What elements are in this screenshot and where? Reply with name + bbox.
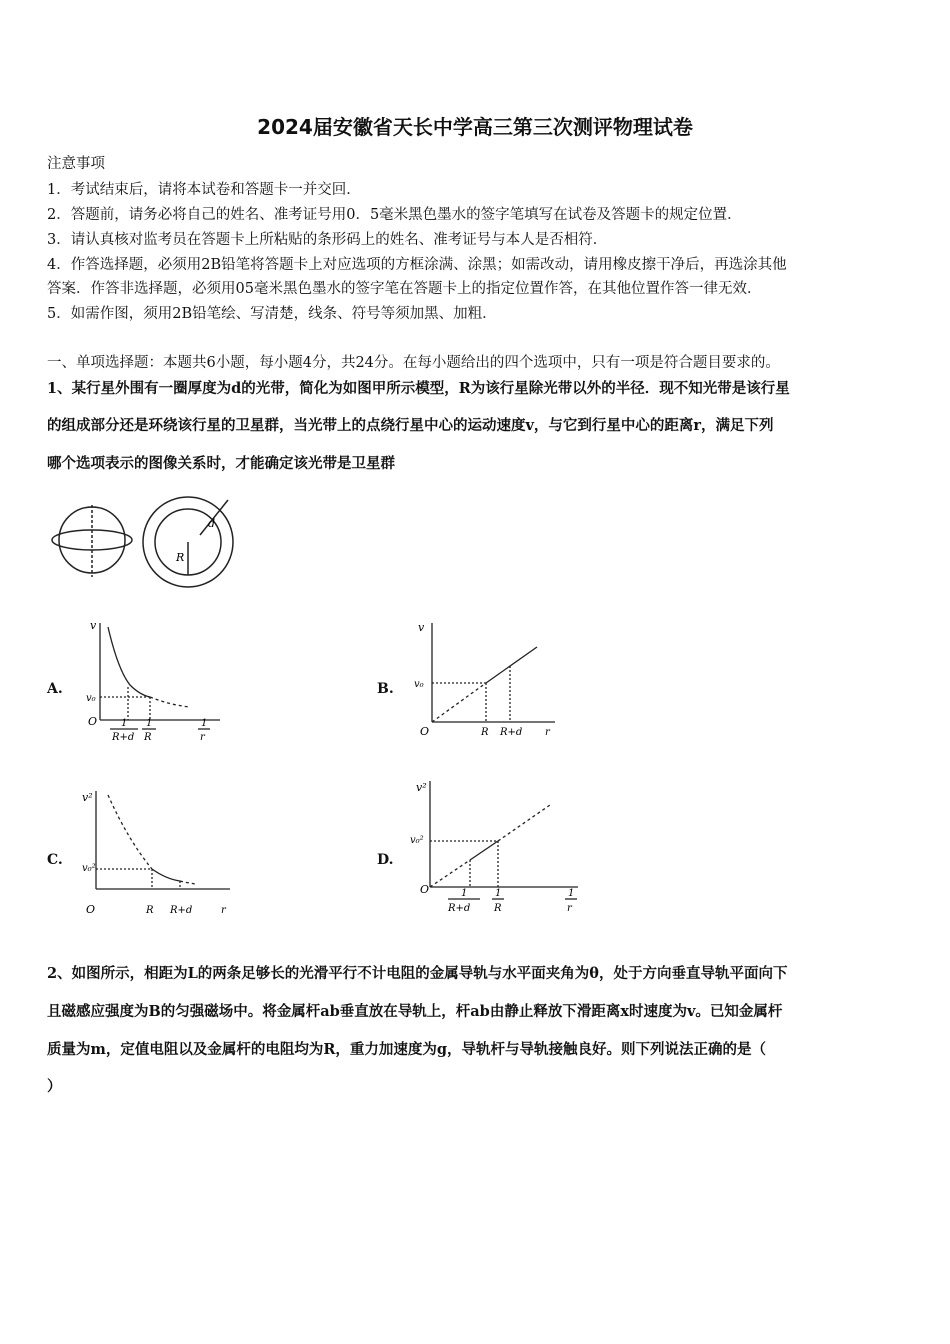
option-b-label[interactable]: B.	[377, 681, 394, 697]
d-tick1: 1	[461, 888, 468, 899]
question-2-text: 2、如图所示，相距为L的两条足够长的光滑平行不计电阻的金属导轨与水平面夹角为θ，处于方向垂直导轨平面向下	[47, 965, 788, 982]
option-d-label[interactable]: D.	[377, 852, 394, 868]
notice-item: 4．作答选择题，必须用2B铅笔将答题卡上对应选项的方框涂满、涂黑；如需改动，请用橡皮擦干净后，再选涂其他	[47, 257, 787, 273]
question-2-text: ）	[47, 1078, 62, 1095]
a-xlabel-den: r	[200, 732, 205, 743]
c-origin: O	[86, 903, 96, 916]
a-origin: O	[88, 715, 98, 728]
a-tick2-den: R	[144, 732, 152, 743]
b-tick2: R+d	[500, 727, 523, 738]
option-a-label[interactable]: A.	[47, 681, 63, 697]
option-c-label[interactable]: C.	[47, 852, 63, 868]
option-b-graph	[410, 615, 570, 745]
d-xlabel-num: 1	[568, 888, 575, 899]
a-ylabel: v	[90, 619, 97, 632]
a-xlabel-num: 1	[201, 718, 208, 729]
page-title: 2024届安徽省天长中学高三第三次测评物理试卷	[257, 115, 693, 139]
c-xlabel: r	[221, 905, 226, 916]
d-xlabel-den: r	[567, 903, 572, 914]
b-y0: v₀	[414, 679, 424, 690]
b-origin: O	[420, 725, 430, 738]
d-y0: v₀²	[410, 835, 424, 846]
c-ylabel: v²	[82, 791, 93, 804]
question-1-text: 哪个选项表示的图像关系时，才能确定该光带是卫星群	[47, 455, 395, 472]
notice-item: 5．如需作图，须用2B铅笔绘、写清楚，线条、符号等须加黑、加粗．	[47, 306, 497, 322]
d-tick2-den: R	[494, 903, 502, 914]
option-a-graph	[80, 615, 240, 750]
notice-item: 3．请认真核对监考员在答题卡上所粘贴的条形码上的姓名、准考证号与本人是否相符．	[47, 232, 608, 248]
notice-item: 1．考试结束后，请将本试卷和答题卡一并交回．	[47, 182, 361, 198]
a-y0: v₀	[86, 693, 96, 704]
c-tick1: R	[146, 905, 154, 916]
d-ylabel: v²	[416, 781, 427, 794]
notice-item: 2．答题前，请务必将自己的姓名、准考证号用0．5毫米黑色墨水的签字笔填写在试卷及答题卡的规定位置．	[47, 207, 742, 223]
b-tick1: R	[481, 727, 489, 738]
planet-ring-figure	[40, 495, 250, 595]
notice-heading: 注意事项	[47, 156, 105, 172]
d-tick2: 1	[495, 888, 502, 899]
a-tick1-den: R+d	[112, 732, 135, 743]
section-heading: 一、单项选择题：本题共6小题，每小题4分，共24分。在每小题给出的四个选项中，只有一项是符合题目要求的。	[47, 355, 780, 371]
c-y0: v₀²	[82, 863, 96, 874]
option-d-graph	[410, 775, 585, 920]
figure-label-r: R	[176, 551, 185, 564]
d-tick1-den: R+d	[448, 903, 471, 914]
a-tick1: 1	[121, 718, 128, 729]
option-c-graph	[80, 785, 240, 920]
d-origin: O	[420, 883, 430, 896]
b-xlabel: r	[545, 727, 550, 738]
figure-label-d: d	[208, 517, 216, 530]
b-ylabel: v	[418, 621, 425, 634]
notice-item: 答案．作答非选择题，必须用05毫米黑色墨水的签字笔在答题卡上的指定位置作答，在其他位置作答一律无效．	[47, 281, 762, 297]
question-1-text: 1、某行星外围有一圈厚度为d的光带，简化为如图甲所示模型，R为该行星除光带以外的半径．现不知光带是该行星	[47, 380, 790, 397]
question-2-text: 且磁感应强度为B的匀强磁场中。将金属杆ab垂直放在导轨上，杆ab由静止释放下滑距离x时速度为v。已知金属杆	[47, 1003, 783, 1020]
c-tick2: R+d	[170, 905, 193, 916]
question-2-text: 质量为m，定值电阻以及金属杆的电阻均为R，重力加速度为g，导轨杆与导轨接触良好。则下列说法正确的是（	[47, 1041, 767, 1058]
a-tick2: 1	[146, 718, 153, 729]
question-1-text: 的组成部分还是环绕该行星的卫星群，当光带上的点绕行星中心的运动速度v，与它到行星中心的距离r，满足下列	[47, 417, 774, 434]
